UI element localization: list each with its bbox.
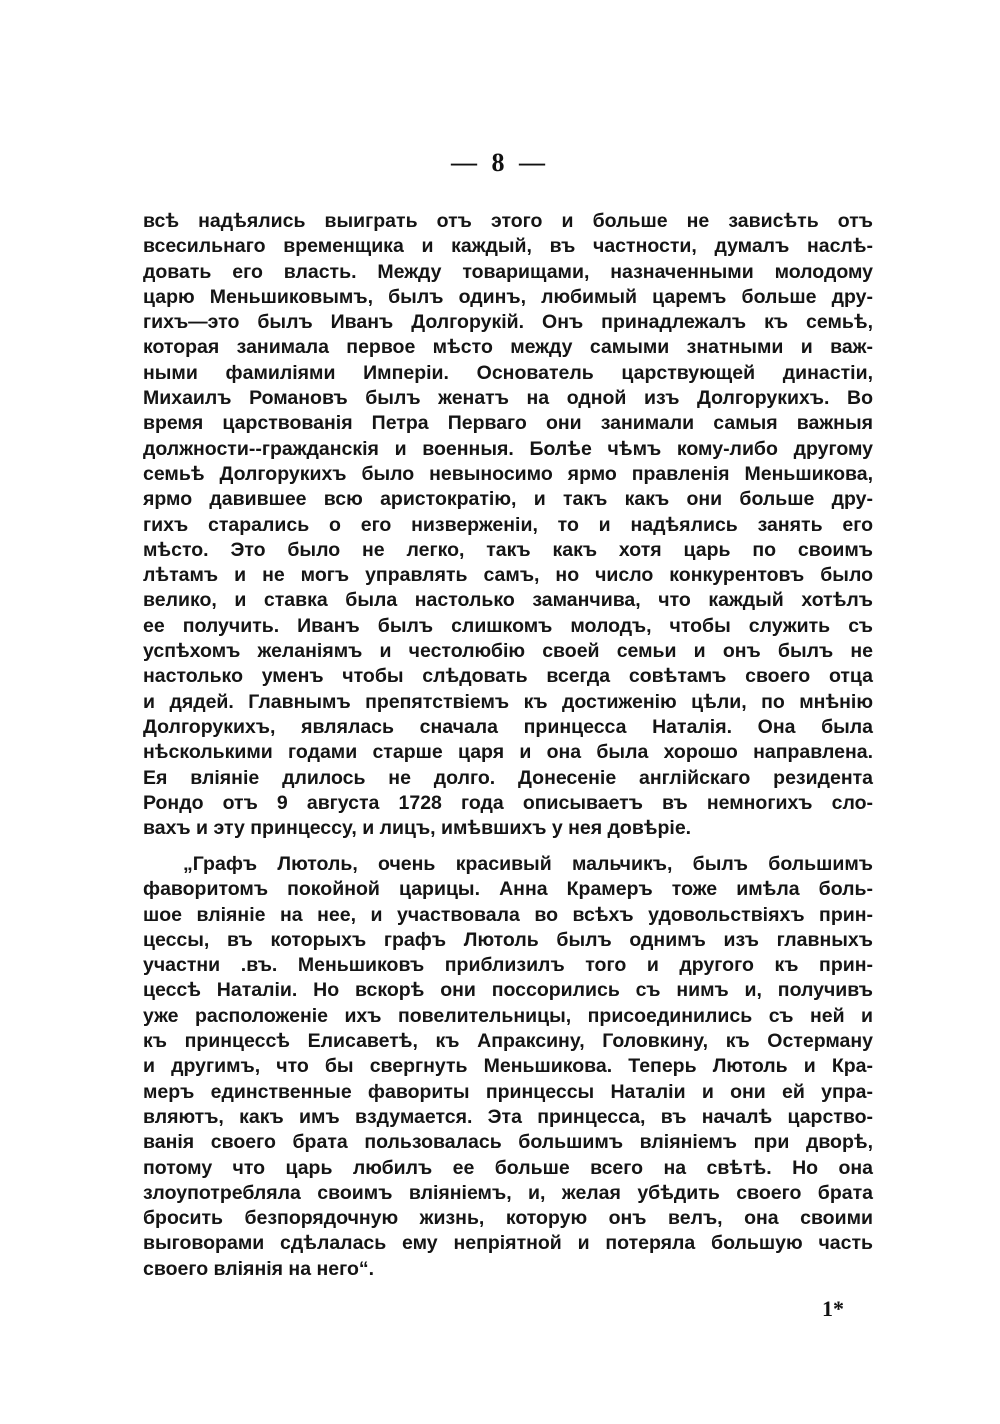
text-line: довать его власть. Между товарищами, назначенными молодому	[143, 260, 873, 283]
text-line: уже расположеніе ихъ повелительницы, присоединились съ ней и	[143, 1004, 873, 1027]
text-line: всѣ надѣялись выиграть отъ этого и больше не зависѣть отъ	[143, 210, 873, 232]
text-line: которая занимала первое мѣсто между самыми знатными и важ-	[143, 336, 873, 359]
text-line: фаворитомъ покойной царицы. Анна Крамеръ тоже имѣла боль-	[143, 878, 873, 901]
text-line: своего вліянія на него“.	[143, 1257, 375, 1280]
text-line: цессѣ Наталіи. Но вскорѣ они поссорились съ нимъ и, получивъ	[143, 979, 873, 1002]
text-line: выговорами сдѣлалась ему непріятной и потеряла большую часть	[143, 1232, 873, 1255]
text-line: велико, и ставка была настолько заманчива, что каждый хотѣлъ	[143, 589, 873, 612]
text-line: вахъ и эту принцессу, и лицъ, имѣвшихъ у нея довѣріе.	[143, 817, 692, 840]
text-line: цессы, въ которыхъ графъ Лютоль былъ однимъ изъ главныхъ	[143, 928, 873, 951]
text-line: время царствованія Петра Перваго они занимали самыя важныя	[143, 412, 873, 435]
text-line: семьѣ Долгорукихъ было невыносимо ярмо правленія Меньшикова,	[143, 462, 873, 485]
text-line: ванія своего брата пользовалась большимъ вліяніемъ при дворѣ,	[143, 1131, 873, 1154]
text-line: гихъ—это былъ Иванъ Долгорукій. Онъ принадлежалъ къ семьѣ,	[143, 311, 873, 334]
text-line: ярмо давившее всю аристократію, и такъ какъ они больше дру-	[143, 488, 873, 511]
text-line: Ея вліяніе длилось не долго. Донесеніе англійскаго резидента	[143, 766, 873, 789]
page-number: — 8 —	[451, 148, 549, 177]
text-line: къ принцессѣ Елисаветѣ, къ Апраксину, Головкину, къ Остерману	[143, 1030, 873, 1053]
text-line: Долгорукихъ, являлась сначала принцесса Наталія. Она была	[143, 715, 873, 738]
text-line: „Графъ Лютоль, очень красивый мальчикъ, былъ большимъ	[183, 853, 873, 875]
text-line: вляютъ, какъ имъ вздумается. Эта принцесса, въ началѣ царство-	[143, 1105, 873, 1128]
text-line: успѣхомъ желаніямъ и честолюбію своей семьи и онъ былъ не	[143, 640, 873, 663]
text-line: бросить безпорядочную жизнь, которую онъ велъ, она своими	[143, 1207, 873, 1230]
text-line: потому что царь любилъ ее больше всего на свѣтѣ. Но она	[143, 1156, 873, 1179]
text-line: и дядей. Главнымъ препятствіемъ къ достиженію цѣли, по мнѣнію	[143, 690, 873, 713]
text-line: участни .въ. Меньшиковъ приблизилъ того и другого къ прин-	[143, 954, 873, 977]
text-line: Михаилъ Романовъ былъ женатъ на одной изъ Долгорукихъ. Во	[143, 387, 873, 410]
signature-mark: 1*	[822, 1296, 844, 1321]
text-line: ее получить. Иванъ былъ слишкомъ молодъ, чтобы служить съ	[143, 614, 873, 637]
text-line: меръ единственные фавориты принцессы Наталіи и они ей упра-	[143, 1080, 873, 1103]
text-line: должности--гражданскія и военныя. Болѣе чѣмъ кому-либо другому	[143, 437, 873, 460]
text-line: царю Меньшиковымъ, былъ одинъ, любимый царемъ больше дру-	[143, 285, 873, 308]
text-line: лѣтамъ и не могъ управлять самъ, но число конкурентовъ было	[143, 564, 873, 587]
text-line: злоупотребляла своимъ вліяніемъ, и, желая убѣдить своего брата	[143, 1181, 873, 1204]
text-line: мѣсто. Это было не легко, такъ какъ хотя царь по своимъ	[143, 538, 873, 561]
text-line: ными фамиліями Имперіи. Основатель царствующей династіи,	[143, 361, 873, 384]
paragraph-main	[143, 209, 873, 841]
text-line: гихъ старались о его низверженіи, то и надѣялись занять его	[143, 513, 873, 536]
text-line: Рондо отъ 9 августа 1728 года описываетъ въ немногихъ сло-	[143, 791, 873, 814]
paragraph-quote	[143, 852, 873, 1282]
text-line: настолько уменъ чтобы слѣдовать всегда совѣтамъ своего отца	[143, 665, 873, 688]
text-line: шое вліяніе на нее, и участвовала во всѣхъ удовольствіяхъ прин-	[143, 903, 873, 926]
text-line: и другимъ, что бы свергнуть Меньшикова. Теперь Лютоль и Кра-	[143, 1055, 873, 1078]
text-line: всесильнаго временщика и каждый, въ частности, думалъ наслѣ-	[143, 235, 873, 258]
text-line: нѣсколькими годами старше царя и она была хорошо направлена.	[143, 741, 873, 764]
